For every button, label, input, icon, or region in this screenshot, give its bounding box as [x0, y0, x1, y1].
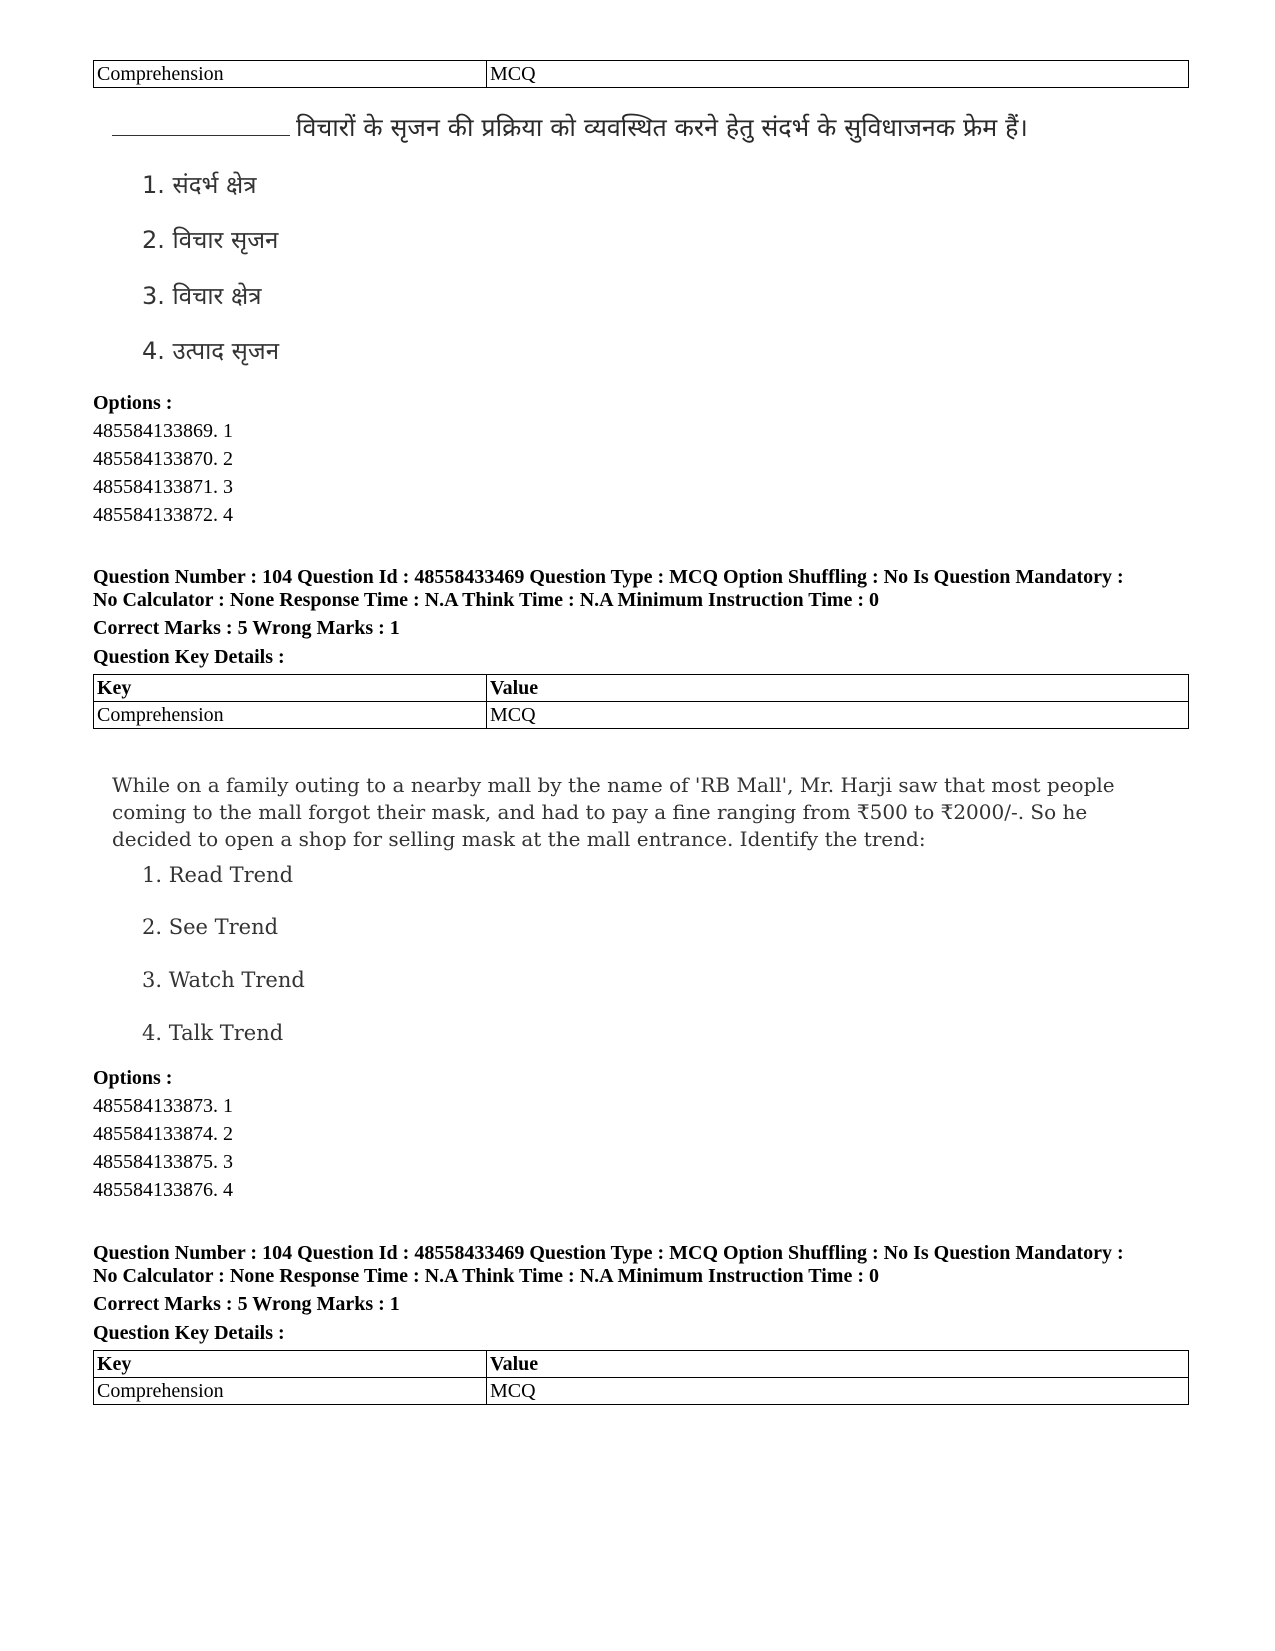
choice-4: 4. उत्पाद सृजन: [142, 337, 280, 365]
marks-line: Correct Marks : 5 Wrong Marks : 1: [93, 1293, 400, 1315]
options-label: Options :: [93, 1067, 173, 1089]
question-stem-text: विचारों के सृजन की प्रक्रिया को व्यवस्थित करने हेतु संदर्भ के सुविधाजनक फ्रेम हैं।: [296, 113, 1028, 142]
choice-2: 2. विचार सृजन: [142, 226, 279, 254]
choice-4: 4. Talk Trend: [142, 1021, 284, 1045]
table-header-row: [94, 1351, 1189, 1378]
key-details-label: Question Key Details :: [93, 1322, 285, 1344]
table-header-value: Value: [487, 675, 1189, 702]
question-meta: [93, 1242, 1203, 1288]
table-cell-value: MCQ: [487, 61, 1189, 88]
question-stem-hindi: [112, 110, 1112, 144]
table-cell-key: Comprehension: [94, 61, 487, 88]
key-details-label: Question Key Details :: [93, 646, 285, 668]
question-meta-line-2: No Calculator : None Response Time : N.A Think Time : N.A Minimum Instruction Time : 0: [93, 589, 879, 611]
question-meta-line-1: Question Number : 104 Question Id : 48558433469 Question Type : MCQ Option Shuffling : No Is Question Mandatory :: [93, 1242, 1124, 1264]
table-header-key: Key: [94, 1351, 487, 1378]
table-header-key: Key: [94, 675, 487, 702]
choice-1: 1. Read Trend: [142, 863, 294, 887]
table-row: [94, 61, 1189, 88]
key-table: [93, 1350, 1189, 1405]
choice-3: 3. Watch Trend: [142, 968, 305, 992]
option-line: 485584133872. 4: [93, 504, 233, 526]
top-key-table: [93, 60, 1189, 88]
choice-3: 3. विचार क्षेत्र: [142, 282, 262, 310]
option-line: 485584133876. 4: [93, 1179, 233, 1201]
option-line: 485584133874. 2: [93, 1123, 233, 1145]
choice-2: 2. See Trend: [142, 915, 279, 939]
choice-1: 1. संदर्भ क्षेत्र: [142, 171, 257, 199]
table-cell-key: Comprehension: [94, 702, 487, 729]
table-header-row: [94, 675, 1189, 702]
fill-blank: [112, 113, 290, 136]
table-cell-value: MCQ: [487, 1378, 1189, 1405]
question-meta-line-2: No Calculator : None Response Time : N.A Think Time : N.A Minimum Instruction Time : 0: [93, 1265, 879, 1287]
option-line: 485584133875. 3: [93, 1151, 233, 1173]
table-row: [94, 702, 1189, 729]
option-line: 485584133870. 2: [93, 448, 233, 470]
question-meta-line-1: Question Number : 104 Question Id : 48558433469 Question Type : MCQ Option Shuffling : No Is Question Mandatory :: [93, 566, 1124, 588]
question-meta: [93, 566, 1203, 612]
marks-line: Correct Marks : 5 Wrong Marks : 1: [93, 617, 400, 639]
option-line: 485584133869. 1: [93, 420, 233, 442]
options-label: Options :: [93, 392, 173, 414]
key-table: [93, 674, 1189, 729]
question-stem-english: While on a family outing to a nearby mall by the name of 'RB Mall', Mr. Harji saw that most people coming to the mall forgot their mask, and had to pay a fine ranging from ₹500 to ₹2000/-. So he decided to open a shop for selling mask at the mall entrance. Identify the trend:: [112, 773, 1115, 851]
table-cell-key: Comprehension: [94, 1378, 487, 1405]
table-header-value: Value: [487, 1351, 1189, 1378]
option-line: 485584133873. 1: [93, 1095, 233, 1117]
option-line: 485584133871. 3: [93, 476, 233, 498]
table-row: [94, 1378, 1189, 1405]
table-cell-value: MCQ: [487, 702, 1189, 729]
